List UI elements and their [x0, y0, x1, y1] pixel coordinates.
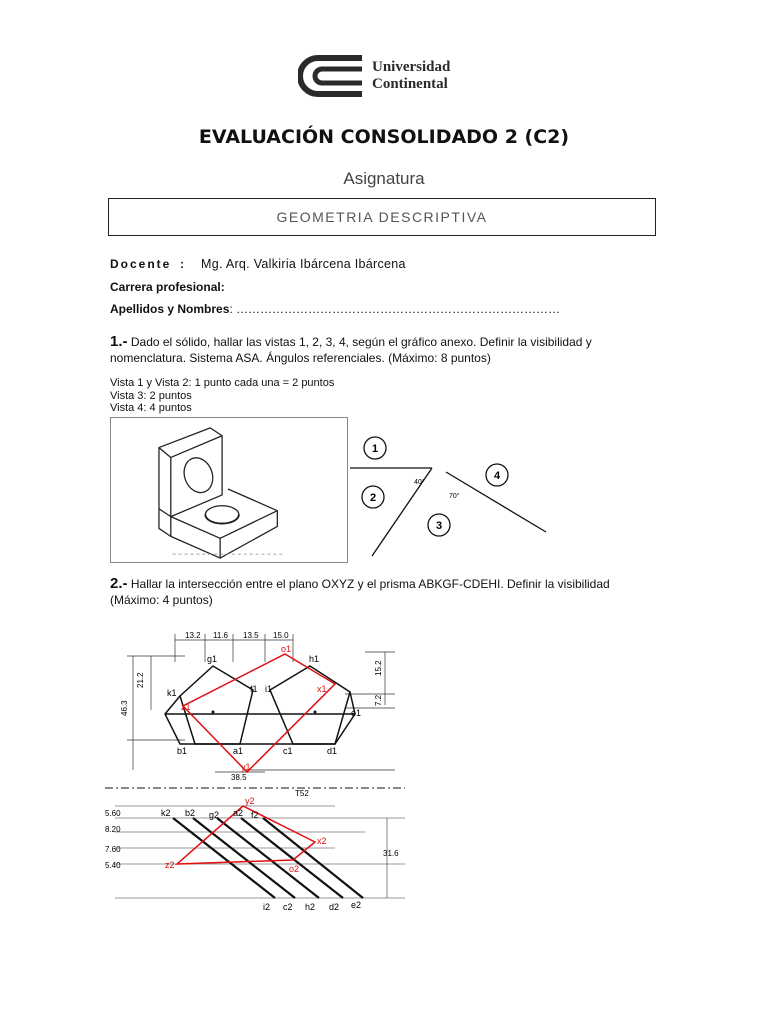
- scoring-line: Vista 3: 2 puntos: [110, 389, 192, 402]
- point-label: x1: [317, 684, 327, 694]
- angle-40-label: 40°: [414, 479, 425, 486]
- point-label: z2: [165, 860, 175, 870]
- point-label: a1: [233, 746, 244, 756]
- view-1-label: 1: [371, 443, 379, 455]
- question-1-number: 1.-: [110, 333, 128, 350]
- point-label: b2: [185, 808, 196, 818]
- question-1-text: Dado el sólido, hallar las vistas 1, 2, 3, 4, según el gráfico anexo. Definir la visibilidad y nomenclatura. Sistema ASA. Ángulos referenciales. (Máximo: 8 puntos): [110, 335, 592, 365]
- subject-label: Asignatura: [343, 169, 425, 188]
- point-label: i2: [263, 902, 271, 912]
- scoring-line: Vista 1 y Vista 2: 1 punto cada una = 2 puntos: [110, 377, 335, 389]
- point-label: d1: [327, 746, 338, 756]
- docente-label: Docente: [110, 257, 172, 271]
- view-4-label: 4: [493, 470, 501, 482]
- page-title: EVALUACIÓN CONSOLIDADO 2 (C2): [198, 126, 570, 148]
- point-label: g2: [209, 810, 220, 820]
- point-label: d2: [329, 902, 340, 912]
- dim-label: 7.60: [105, 845, 121, 854]
- dim-label: 21.2: [136, 672, 145, 688]
- apellidos-label: Apellidos y Nombres: [110, 302, 230, 316]
- point-label: a2: [233, 808, 244, 818]
- view-3-label: 3: [435, 520, 443, 532]
- dim-label: 46.3: [120, 700, 129, 716]
- docente-colon: :: [180, 257, 184, 271]
- dim-label: 8.20: [105, 825, 121, 834]
- dim-label: 31.6: [383, 849, 399, 858]
- dim-label: 7.2: [374, 694, 383, 706]
- point-label: h1: [309, 654, 320, 664]
- point-label: g1: [207, 654, 218, 664]
- point-label: o2: [289, 864, 300, 874]
- dim-label: 5.40: [105, 861, 121, 870]
- university-logo-text: [372, 59, 450, 93]
- point-label: y2: [245, 796, 255, 806]
- apellidos-row: [110, 302, 560, 316]
- isometric-solid-figure: [110, 417, 348, 563]
- dim-label: 5.60: [105, 809, 121, 818]
- dim-label: 11.6: [213, 631, 228, 640]
- dim-label: 38.5: [231, 773, 247, 782]
- point-label: z1: [181, 702, 191, 712]
- subject-box: [108, 198, 656, 236]
- subject-name: GEOMETRIA DESCRIPTIVA: [276, 209, 488, 225]
- dim-label: 13.5: [243, 631, 259, 640]
- point-label: k2: [161, 808, 171, 818]
- dim-label: 15.2: [374, 660, 383, 676]
- angle-70-label: 70°: [449, 493, 460, 500]
- point-label: e1: [351, 708, 362, 718]
- point-label: b1: [177, 746, 188, 756]
- question-2: [110, 576, 640, 608]
- logo-line1: Universidad: [372, 59, 451, 75]
- point-label: h2: [305, 902, 316, 912]
- point-label: x2: [317, 836, 327, 846]
- docente-name: Mg. Arq. Valkiria Ibárcena Ibárcena: [201, 257, 406, 271]
- carrera-label: Carrera profesional:: [110, 280, 225, 294]
- views-reference-figure: [350, 420, 550, 565]
- axis-label: T52: [295, 789, 309, 798]
- point-label: f2: [251, 810, 259, 820]
- question-1-scoring: [110, 377, 334, 415]
- point-label: o1: [281, 644, 292, 654]
- scoring-line: Vista 4: 4 puntos: [110, 402, 192, 414]
- logo-line2: Continental: [372, 76, 448, 92]
- point-label: k1: [167, 688, 177, 698]
- point-label: e2: [351, 900, 362, 910]
- dim-label: 15.0: [273, 631, 289, 640]
- point-label: c1: [283, 746, 293, 756]
- prism-plane-figure: [105, 620, 405, 920]
- point-label: c2: [283, 902, 293, 912]
- question-2-text: Hallar la intersección entre el plano OXYZ y el prisma ABKGF-CDEHI. Definir la visibilidad (Máximo: 4 puntos): [110, 577, 610, 607]
- point-label: y1: [241, 762, 251, 772]
- question-1: [110, 334, 640, 366]
- point-label: f1: [250, 684, 258, 694]
- apellidos-dots: : ………………………………………………………………………: [229, 302, 561, 316]
- docente-row: [110, 257, 406, 271]
- dim-label: 13.2: [185, 631, 201, 640]
- view-2-label: 2: [369, 492, 377, 504]
- question-2-number: 2.-: [110, 575, 128, 592]
- point-label: i1: [265, 684, 273, 694]
